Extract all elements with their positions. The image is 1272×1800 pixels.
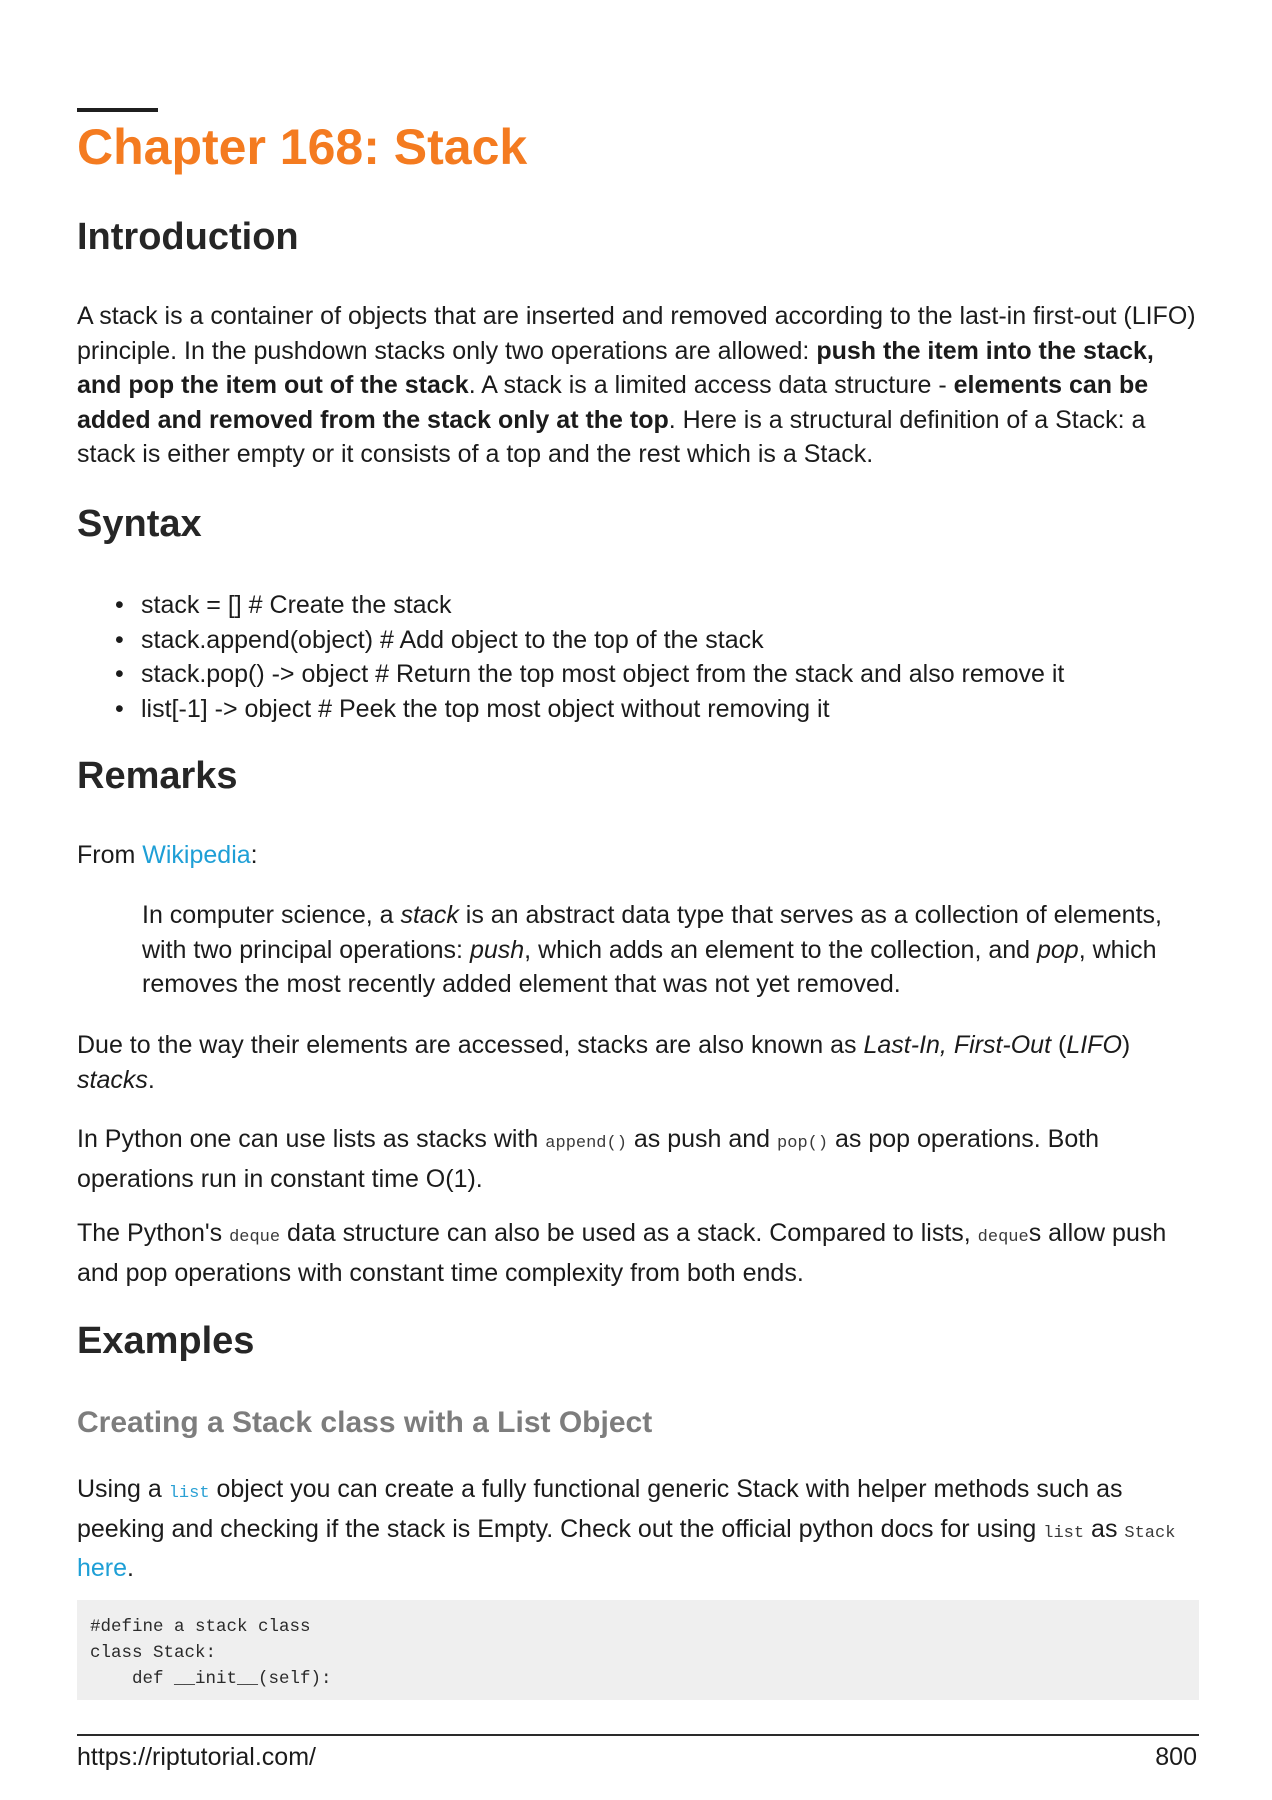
chapter-rule [77, 108, 158, 112]
syntax-list [77, 588, 1064, 726]
examples-heading: Examples [77, 1320, 255, 1362]
page-number: 800 [1155, 1743, 1197, 1771]
python-lists-paragraph: In Python one can use lists as stacks with append() as push and pop() as pop operations. Both operations run in constant time O(1). [77, 1125, 1100, 1193]
footer-rule [77, 1734, 1199, 1736]
wikipedia-quote: In computer science, a stack is an abstract data type that serves as a collection of elements, with two principal operations: push, which adds an element to the collection, and pop, which removes the most recently added element that was not yet removed. [142, 901, 1162, 998]
list-code-link[interactable]: list [168, 1484, 210, 1503]
here-link[interactable]: here [77, 1554, 128, 1582]
syntax-heading: Syntax [77, 503, 202, 545]
code-text: #define a stack class class Stack: def __init__(self): [90, 1617, 332, 1689]
introduction-paragraph: A stack is a container of objects that are inserted and removed according to the last-in first-out (LIFO) principle. In the pushdown stacks only two operations are allowed: push the item into the stack, and pop the item out of the stack. A stack is a limited access data structure - elements can be added and removed from the stack only at the top. Here is a structural definition of a Stack: a stack is either empty or it consists of a top and the rest which is a Stack. [77, 302, 1196, 468]
syntax-item: • list[-1] -> object # Peek the top most object without removing it [115, 694, 830, 723]
lifo-paragraph: Due to the way their elements are accessed, stacks are also known as Last-In, First-Out (LIFO) stacks. [77, 1031, 1131, 1094]
remarks-heading: Remarks [77, 755, 238, 797]
chapter-title: Chapter 168: Stack [77, 119, 528, 175]
wikipedia-link[interactable]: Wikipedia [142, 841, 251, 869]
deque-paragraph: The Python's deque data structure can also be used as a stack. Compared to lists, deques allow push and pop operations with constant time complexity from both ends. [77, 1219, 1167, 1287]
example-paragraph: Using a list object you can create a fully functional generic Stack with helper methods such as peeking and checking if the stack is Empty. Check out the official python docs for using list as Stack here. [77, 1475, 1176, 1582]
example-subheading: Creating a Stack class with a List Object [77, 1406, 653, 1439]
syntax-item: • stack = [] # Create the stack [115, 591, 452, 619]
from-wikipedia-line: From Wikipedia: [77, 841, 258, 869]
syntax-item: • stack.append(object) # Add object to the top of the stack [115, 625, 764, 654]
code-block [77, 1600, 1199, 1700]
introduction-heading: Introduction [77, 216, 299, 258]
syntax-item: • stack.pop() -> object # Return the top most object from the stack and also remove it [115, 660, 1065, 688]
footer-url: https://riptutorial.com/ [77, 1743, 316, 1771]
